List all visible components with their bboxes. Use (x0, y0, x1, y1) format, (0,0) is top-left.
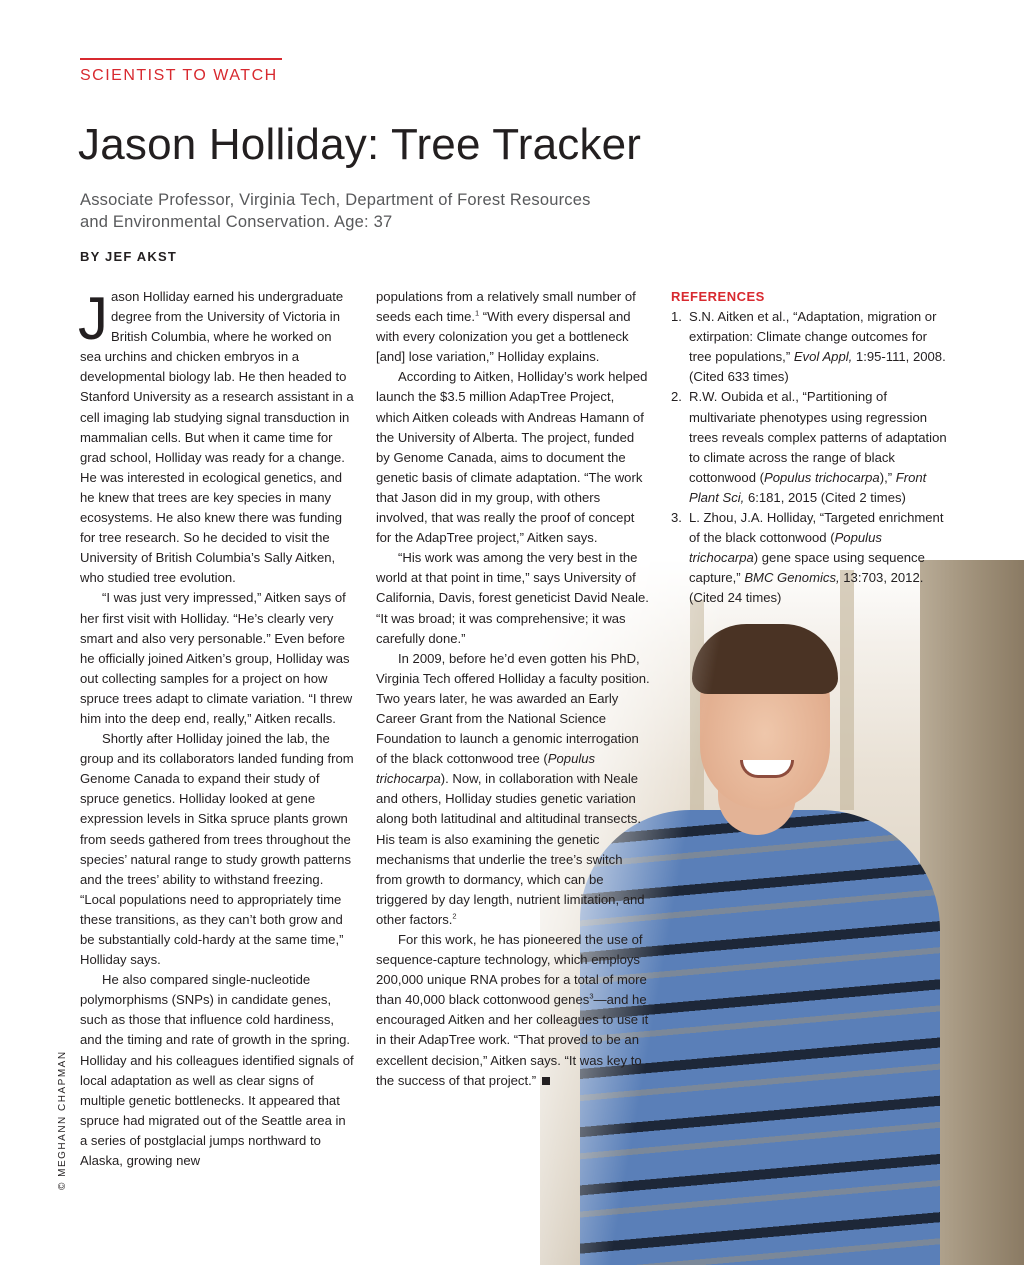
paragraph: “His work was among the very best in the world at that point in time,” says University of California, Davis, forest geneticist David Neale. “It was broad; it was comprehensive; it was carefully done.” (376, 550, 649, 646)
paragraph: Jason Holliday earned his undergraduate degree from the University of Victoria in British Columbia, where he worked on sea urchins and chicken embryos in a developmental biology lab. He then headed to Stanford University as a research assistant in a cell imaging lab studying signal transduction in mammalian cells. But when it came time for grad school, Holliday was ready for a change. He was interested in ecological genetics, and he knew that trees are key species in many ecosystems. He also knew there was funding for tree research. So he decided to visit the University of British Columbia’s Sally Aitken, who studied tree evolution. (78, 285, 354, 586)
paragraph: For this work, he has pioneered the use of sequence-capture technology, which employs 200,000 unique RNA probes for a total of more than 40,000 black cottonwood genes$^3$—and he encouraged Aitken and her colleagues to use it in their AdapTree work. “That proved to be an excellent decision,” Aitken says. “It was key to the success of that project.” (376, 932, 649, 1088)
section-label: SCIENTIST TO WATCH (80, 67, 278, 84)
footnote-ref: 1 (474, 308, 480, 318)
references-list (671, 307, 951, 608)
footnote-ref: 3 (589, 991, 594, 1001)
article-title: Jason Holliday: Tree Tracker (78, 120, 642, 169)
article-column-1 (80, 287, 355, 1171)
paragraph: In 2009, before he’d even gotten his PhD, Virginia Tech offered Holliday a faculty position. Two years later, he was awarded an Early Career Grant from the National Science Foundation to launch a genomic interrogation of the black cottonwood tree (Populus trichocarpa). Now, in collaboration with Neale and others, Holliday studies genetic variation along both latitudinal and altitudinal transects. His team is also examining the genetic mechanisms that underlie the tree’s switch from growth to dormancy, which can be triggered by day length, nutrient limitation, and other factors.$^2$ (376, 650, 650, 927)
paragraph: According to Aitken, Holliday’s work helped launch the $3.5 million AdapTree Project, which Aitken coleads with Andreas Hamann of the University of Alberta. The project, funded by Genome Canada, aims to document the genetic basis of climate adaptation. “The work that Jason did in my group, with others involved, that was really the proof of concept for the AdapTree project,” Aitken says. (376, 369, 648, 546)
references-heading: REFERENCES (671, 289, 765, 304)
photo-credit: © MEGHANN CHAPMAN (57, 1050, 68, 1190)
reference-item: 3. L. Zhou, J.A. Holliday, “Targeted enrichment of the black cottonwood (Populus trichocarpa) gene space using sequence capture,” BMC Genomics, 13:703, 2012. (Cited 24 times) (671, 510, 944, 606)
byline: BY JEF AKST (80, 249, 177, 264)
end-mark (542, 1077, 550, 1085)
references (671, 287, 951, 609)
section-rule (80, 58, 282, 60)
footnote-ref: 2 (452, 911, 457, 921)
drop-cap: J (78, 285, 108, 352)
paragraph: He also compared single-nucleotide polymorphisms (SNPs) in candidate genes, such as those that influence cold hardiness, and the timing and rate of growth in the spring. Holliday and his colleagues identified signals of local adaptation as well as clear signs of multiple genetic bottlenecks. It appeared that spruce had migrated out of the Seattle area in a series of postglacial jumps northward to Alaska, growing new (80, 972, 354, 1169)
reference-item: 2. R.W. Oubida et al., “Partitioning of multivariate phenotypes using regression trees reveals complex patterns of adaptation to climate across the range of black cottonwood (Populus trichocarpa),” Front Plant Sci, 6:181, 2015 (Cited 2 times) (671, 389, 947, 505)
paragraph: populations from a relatively small number of seeds each time.$^1$ “With every dispersal and with every colonization you get a bottleneck [and] lose variation,” Holliday explains. (376, 289, 636, 365)
reference-item: 1. S.N. Aitken et al., “Adaptation, migration or extirpation: Climate change outcomes for tree populations,” Evol Appl, 1:95-111, 2008. (Cited 633 times) (671, 309, 946, 385)
paragraph: Shortly after Holliday joined the lab, the group and its collaborators landed funding from Genome Canada to expand their study of spruce genetics. Holliday looked at gene expression levels in Sitka spruce plants grown from seeds gathered from trees throughout the species’ natural range to study growth patterns and the trees’ ability to withstand freezing. “Local populations need to appropriately time these transitions, as they can’t both grow and be substantially cold-hardy at the same time,” Holliday says. (80, 731, 354, 968)
article-column-2 (376, 287, 651, 1091)
paragraph: “I was just very impressed,” Aitken says of her first visit with Holliday. “He’s clearly very smart and also very personable.” Even before he officially joined Aitken’s group, Holliday was out collecting samples for a project on how spruce trees adapt to climate variation. “I threw him into the deep end, really,” Aitken recalls. (80, 590, 353, 726)
article-subtitle: Associate Professor, Virginia Tech, Department of Forest Resources and Environmental Conservation. Age: 37 (80, 191, 591, 231)
